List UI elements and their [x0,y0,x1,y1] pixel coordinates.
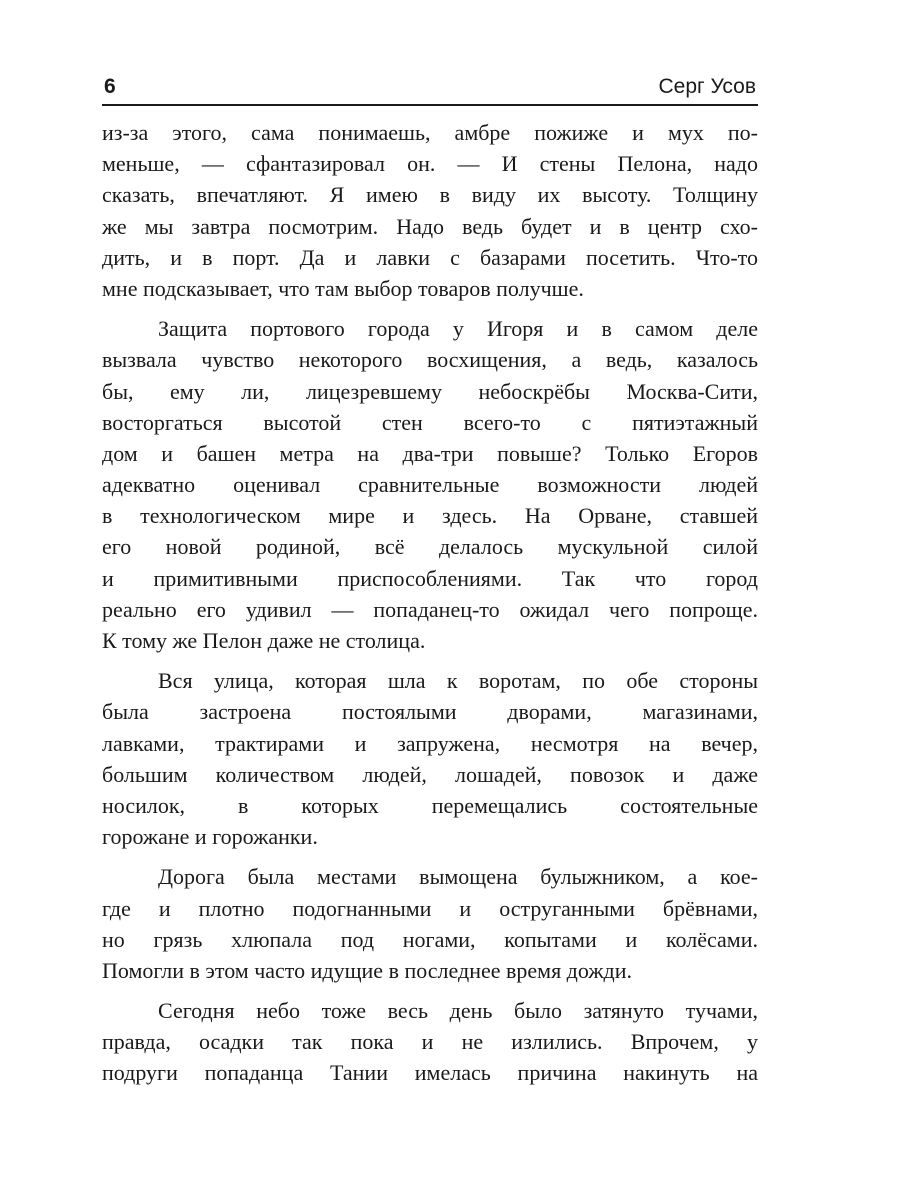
text-line: мне подсказывает, что там выбор товаров получше. [102,275,584,301]
text-line: Сегодня небо тоже весь день было затянуто тучами, [158,998,758,1024]
paragraph [102,995,758,1089]
paragraph-gap [102,656,758,665]
text-line: адекватно оценивал сравнительные возможности людей [102,472,758,498]
text-line: вызвала чувство некоторого восхищения, а ведь, казалось [102,347,758,373]
text-line: Помогли в этом часто идущие в последнее время дожди. [102,957,632,983]
paragraph-gap [102,304,758,313]
book-page [102,0,758,1200]
text-line: бы, ему ли, лицезревшему небоскрёбы Москва-Сити, [102,378,758,404]
running-head [102,72,758,104]
text-line: лавками, трактирами и запружена, несмотря на вечер, [102,730,758,756]
text-line: его новой родиной, всё делалось мускульной силой [102,534,758,560]
text-line: Вся улица, которая шла к воротам, по обе стороны [158,668,758,694]
paragraph [102,861,758,986]
text-line: где и плотно подогнанными и оструганными брёвнами, [102,895,758,921]
text-line: дом и башен метра на два-три повыше? Только Егоров [102,440,758,466]
text-line: правда, осадки так пока и не излились. Впрочем, у [102,1029,758,1055]
header-rule [102,104,758,106]
text-line: из-за этого, сама понимаешь, амбре пожиже и мух по- [102,120,758,145]
paragraph [102,665,758,852]
text-line: Дорога была местами вымощена булыжником, а кое- [158,864,758,890]
text-line: была застроена постоялыми дворами, магазинами, [102,699,758,725]
text-line: большим количеством людей, лошадей, повозок и даже [102,761,758,787]
text-line: носилок, в которых перемещались состоятельные [102,792,758,818]
text-line: в технологическом мире и здесь. На Орване, ставшей [102,503,758,529]
text-line: и примитивными приспособлениями. Так что город [102,565,758,591]
text-line: подруги попаданца Тании имелась причина накинуть на [102,1060,758,1086]
text-line: сказать, впечатляют. Я имею в виду их высоту. Толщину [102,182,758,208]
text-line: но грязь хлюпала под ногами, копытами и колёсами. [102,926,758,952]
text-line: же мы завтра посмотрим. Надо ведь будет и в центр схо- [102,213,758,239]
paragraph-continuation [102,117,758,304]
body-text [102,117,758,1089]
text-line: реально его удивил — попаданец-то ожидал чего попроще. [102,596,758,622]
text-line: Защита портового города у Игоря и в самом деле [158,316,758,342]
text-line: горожане и горожанки. [102,824,318,850]
paragraph-gap [102,852,758,861]
page-number: 6 [104,75,116,98]
text-line: К тому же Пелон даже не столица. [102,628,426,653]
text-line: восторгаться высотой стен всего-то с пятиэтажный [102,409,758,435]
text-line: меньше, — сфантазировал он. — И стены Пелона, надо [102,151,758,177]
paragraph-gap [102,986,758,995]
author-name: Серг Усов [658,75,756,98]
paragraph [102,313,758,656]
text-line: дить, и в порт. Да и лавки с базарами посетить. Что-то [102,244,758,270]
